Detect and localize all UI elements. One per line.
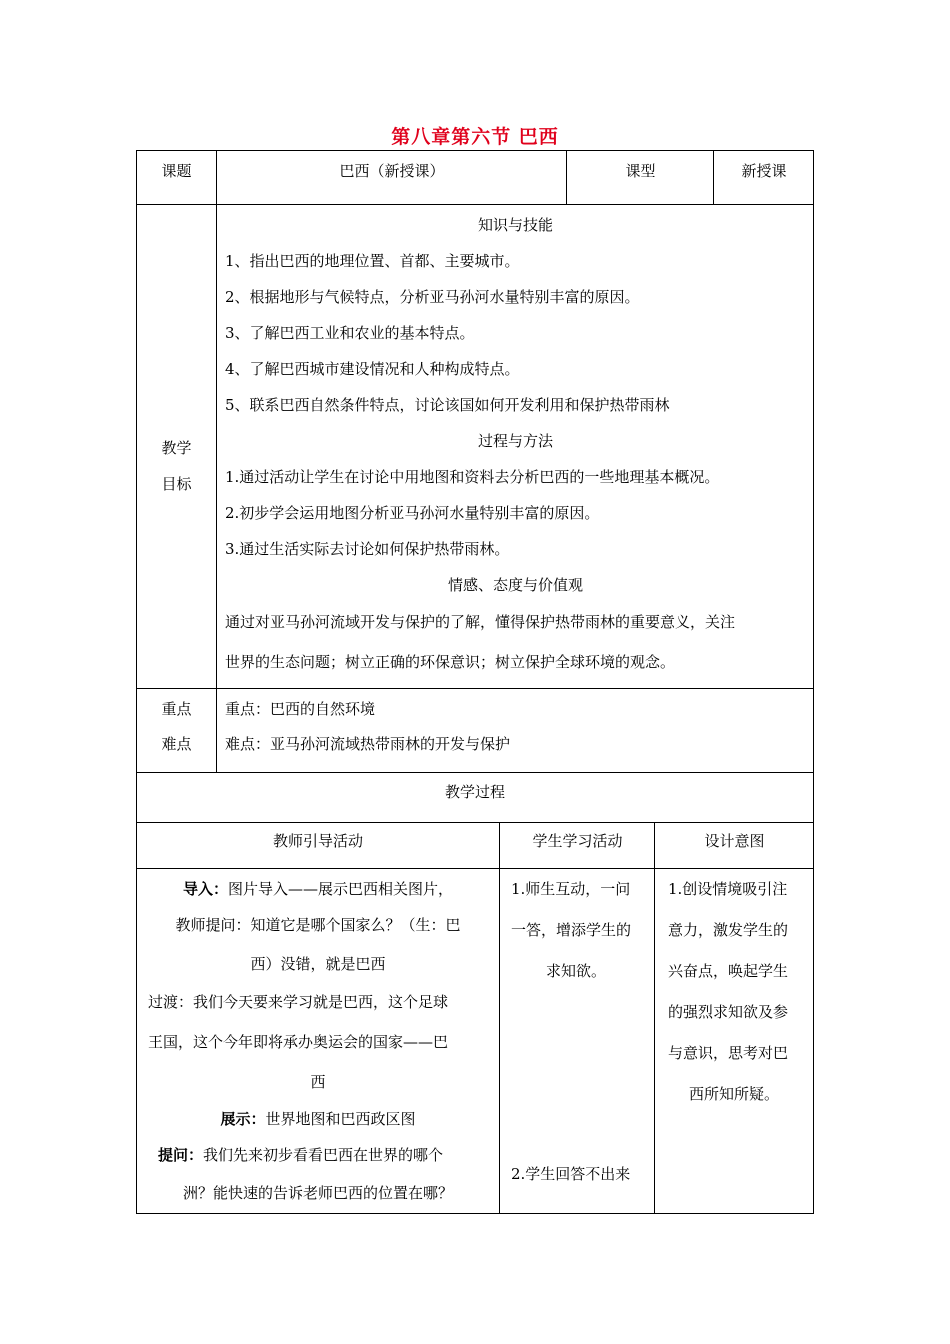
ask-text: 我们先来初步看看巴西在世界的哪个: [203, 1146, 444, 1164]
design-line: 与意识，思考对巴: [668, 1044, 789, 1062]
knowledge-item: 1、指出巴西的地理位置、首都、主要城市。: [225, 252, 520, 270]
column-header-row: [136, 822, 814, 868]
header-row: [136, 150, 814, 204]
design-line: 意力，激发学生的: [668, 921, 789, 939]
knowledge-title: 知识与技能: [477, 216, 553, 234]
teacher-line: 教师提问：知道它是哪个国家么？（生：巴: [175, 916, 461, 934]
intro-text: 图片导入——展示巴西相关图片，: [228, 880, 454, 898]
student-column-header: 学生学习活动: [532, 832, 623, 850]
knowledge-item: 3、了解巴西工业和农业的基本特点。: [225, 324, 475, 342]
show-line: [137, 1108, 499, 1129]
design-line: 兴奋点，唤起学生: [668, 962, 789, 980]
topic-value: 巴西（新授课）: [339, 162, 445, 180]
process-item: 3.通过生活实际去讨论如何保护热带雨林。: [225, 540, 510, 558]
student-line: 1.师生互动，一问: [511, 880, 631, 898]
key-point: 重点：巴西的自然环境: [225, 700, 376, 718]
student-line: 一答，增添学生的: [511, 921, 632, 939]
process-header-row: [136, 772, 814, 822]
ask-line: [158, 1144, 443, 1165]
objectives-row: [136, 204, 814, 688]
page-title: 第八章第六节 巴西: [391, 126, 559, 148]
process-title: 过程与方法: [477, 432, 553, 450]
key-label-2: 难点: [161, 735, 192, 753]
lesson-type-label: 课型: [625, 162, 656, 180]
key-points-row: [136, 688, 814, 772]
design-column-header: 设计意图: [704, 832, 765, 850]
objectives-label-2: 目标: [161, 475, 192, 493]
key-label-1: 重点: [161, 700, 192, 718]
emotion-title: 情感、态度与价值观: [447, 576, 583, 594]
knowledge-item: 2、根据地形与气候特点，分析亚马孙河水量特别丰富的原因。: [225, 288, 640, 306]
objectives-label-1: 教学: [161, 439, 192, 457]
teacher-line: 过渡：我们今天要来学习就是巴西，这个足球: [148, 993, 449, 1011]
show-text: 世界地图和巴西政区图: [265, 1110, 416, 1128]
lesson-type-value: 新授课: [741, 162, 787, 180]
activity-row: [136, 868, 814, 1214]
emotion-line: 通过对亚马孙河流域开发与保护的了解，懂得保护热带雨林的重要意义，关注: [225, 613, 736, 631]
knowledge-item: 5、联系巴西自然条件特点，讨论该国如何开发利用和保护热带雨林: [225, 396, 670, 414]
intro-line: [137, 878, 499, 899]
student-line: 2.学生回答不出来: [511, 1165, 631, 1183]
emotion-line: 世界的生态问题；树立正确的环保意识；树立保护全球环境的观念。: [225, 653, 676, 671]
lesson-plan-table: [136, 150, 814, 1214]
ask-label: 提问：: [158, 1146, 204, 1164]
process-item: 1.通过活动让学生在讨论中用地图和资料去分析巴西的一些地理基本概况。: [225, 468, 720, 486]
process-item: 2.初步学会运用地图分析亚马孙河水量特别丰富的原因。: [225, 504, 600, 522]
teacher-line: 王国，这个今年即将承办奥运会的国家——巴: [148, 1033, 449, 1051]
difficult-point: 难点：亚马孙河流域热带雨林的开发与保护: [225, 735, 511, 753]
design-line: 的强烈求知欲及参: [668, 1003, 789, 1021]
intro-label: 导入：: [182, 880, 228, 898]
teacher-column-header: 教师引导活动: [272, 832, 363, 850]
teacher-line: 西）没错，就是巴西: [250, 955, 386, 973]
knowledge-item: 4、了解巴西城市建设情况和人种构成特点。: [225, 360, 520, 378]
design-line: 1.创设情境吸引注: [668, 880, 788, 898]
design-line: 西所知所疑。: [689, 1085, 780, 1103]
show-label: 展示：: [220, 1110, 266, 1128]
process-header: 教学过程: [444, 783, 505, 801]
teacher-line: 西: [310, 1073, 326, 1091]
student-line: 求知欲。: [546, 962, 607, 980]
topic-label: 课题: [161, 162, 192, 180]
teacher-line: 洲？能快速的告诉老师巴西的位置在哪？: [182, 1184, 453, 1202]
